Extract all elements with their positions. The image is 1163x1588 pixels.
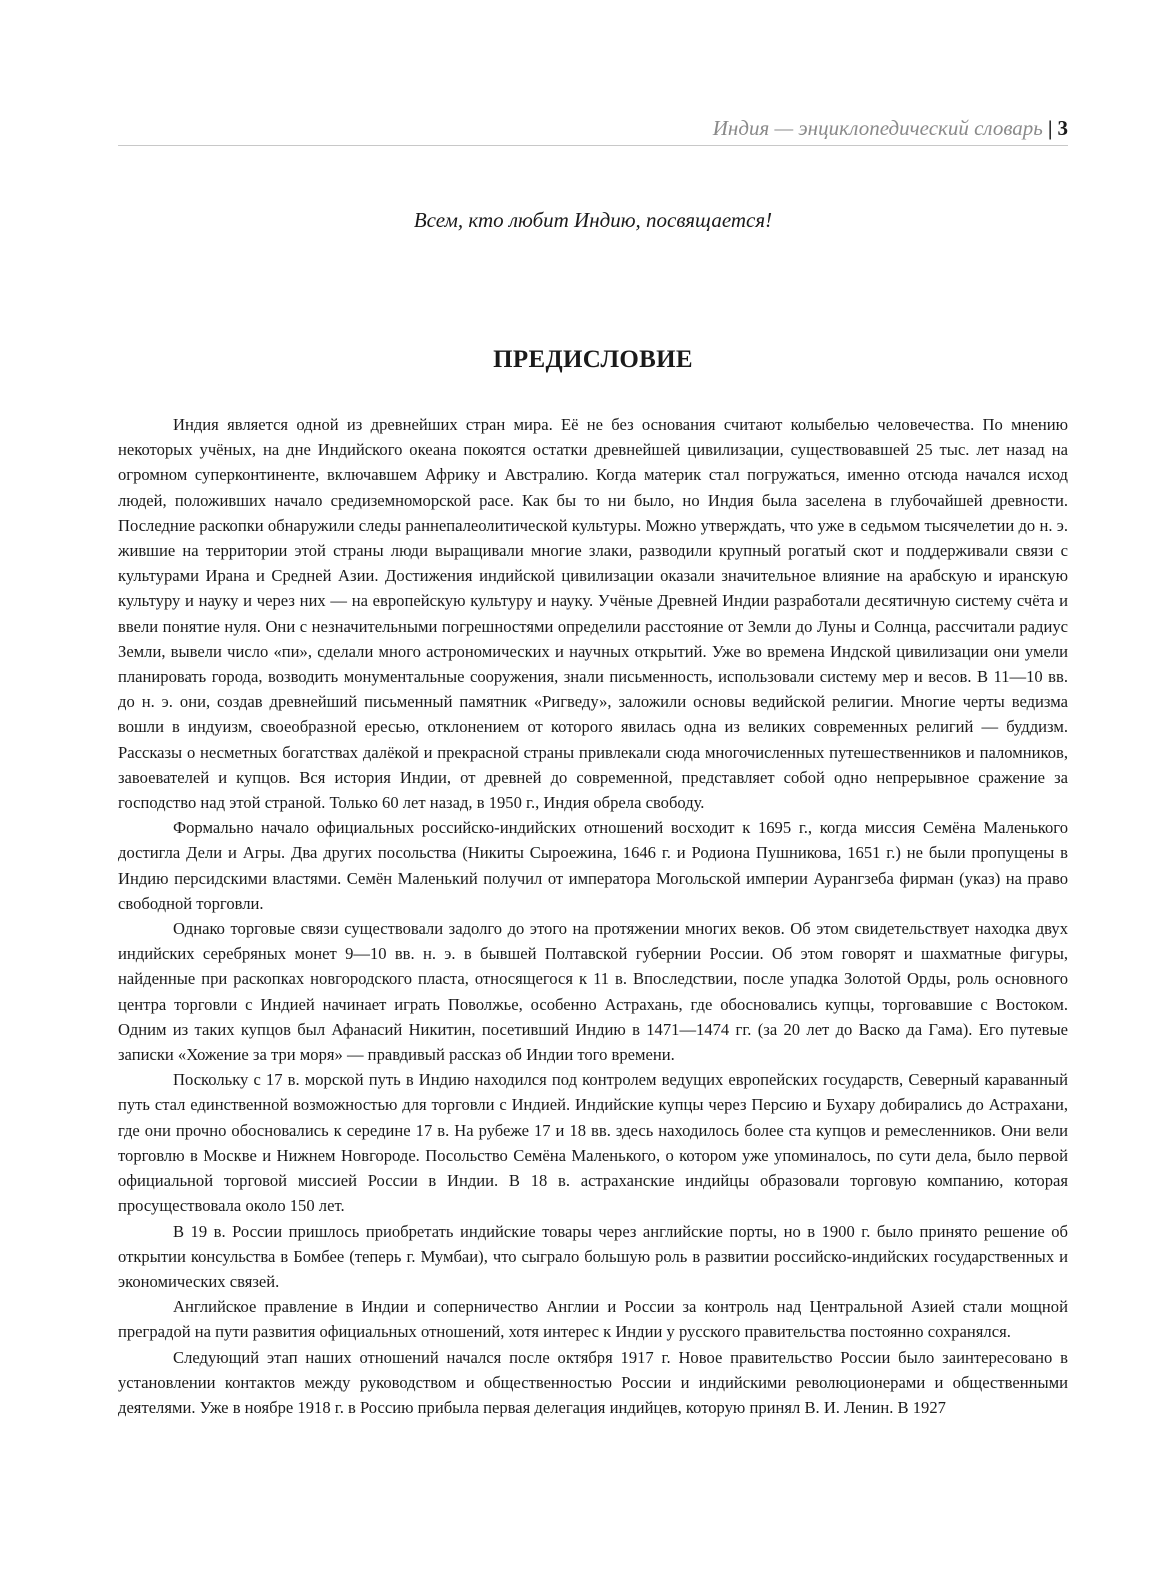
running-header <box>118 115 1068 146</box>
dedication: Всем, кто любит Индию, посвящается! <box>413 208 773 232</box>
paragraph: Следующий этап наших отношений начался после октября 1917 г. Новое правительство России было заинтересовано в установлении контактов между руководством и общественностью России и индийскими революционерами и общественными деятелями. Уже в ноябре 1918 г. в Россию прибыла первая делегация индийцев, которую принял В. И. Ленин. В 1927 <box>118 1347 1068 1417</box>
page-number: 3 <box>1057 116 1068 140</box>
paragraph: Формально начало официальных российско-индийских отношений восходит к 1695 г., когда миссия Семёна Маленького достигла Дели и Агры. Два других посольства (Никиты Сыроежина, 1646 г. и Родиона Пушникова, 1651 г.) не были пропущены в Индию персидскими властями. Семён Маленький получил от императора Могольской империи Аурангзеба фирман (указ) на право свободной торговли. <box>118 818 1068 913</box>
preface-title: ПРЕДИСЛОВИЕ <box>493 346 693 373</box>
paragraph: Однако торговые связи существовали задолго до этого на протяжении многих веков. Об этом свидетельствует находка двух индийских серебряных монет 9—10 вв. н. э. в бывшей Полтавской губернии России. Об этом говорят и шахматные фигуры, найденные при раскопках новгородского пласта, относящегося к 11 в. Впоследствии, после упадка Золотой Орды, роль основного центра торговли с Индией начинает играть Поволжье, особенно Астрахань, где обосновались купцы, торговавшие с Востоком. Одним из таких купцов был Афанасий Никитин, посетивший Индию в 1471—1474 гг. (за 20 лет до Васко да Гама). Его путевые записки «Хожение за три моря» — правдивый рассказ об Индии того времени. <box>118 919 1068 1065</box>
paragraph: Английское правление в Индии и соперничество Англии и России за контроль над Центральной Азией стали мощной преградой на пути развития официальных отношений, хотя интерес к Индии у русского правительства постоянно сохранялся. <box>118 1297 1068 1342</box>
running-header-title: Индия — энциклопедический словарь <box>712 116 1043 140</box>
running-header-separator: | <box>1047 116 1053 140</box>
paragraph: Индия является одной из древнейших стран мира. Её не без основания считают колыбелью человечества. По мнению некоторых учёных, на дне Индийского океана покоятся остатки древнейшей цивилизации, существовавшей 25 тыс. лет назад на огромном суперконтиненте, включавшем Африку и Австралию. Когда материк стал погружаться, именно отсюда начался исход людей, положивших начало средиземноморской расе. Как бы то ни было, но Индия была заселена в глубочайшей древности. Последние раскопки обнаружили следы раннепалеолитической культуры. Можно утверждать, что уже в седьмом тысячелетии до н. э. жившие на территории этой страны люди выращивали многие злаки, разводили крупный рогатый скот и поддерживали связи с культурами Ирана и Средней Азии. Достижения индийской цивилизации оказали значительное влияние на арабскую и иранскую культуру и науку и через них — на европейскую культуру и науку. Учёные Древней Индии разработали десятичную систему счёта и ввели понятие нуля. Они с незначительными погрешностями определили расстояние от Земли до Луны и Солнца, рассчитали радиус Земли, вывели число «пи», сделали много астрономических и научных открытий. Уже во времена Индской цивилизации они умели планировать города, возводить монументальные сооружения, знали письменность, использовали систему мер и весов. В 11—10 вв. до н. э. они, создав древнейший письменный памятник «Ригведу», заложили основы ведийской религии. Многие черты ведизма вошли в индуизм, своеобразной ересью, отклонением от которого явилась одна из великих современных религий — буддизм. Рассказы о несметных богатствах далёкой и прекрасной страны привлекали сюда многочисленных путешественников и паломников, завоевателей и купцов. Вся история Индии, от древней до современной, представляет собой одно непрерывное сражение за господство над этой страной. Только 60 лет назад, в 1950 г., Индия обрела свободу. <box>118 415 1068 813</box>
paragraph: В 19 в. России пришлось приобретать индийские товары через английские порты, но в 1900 г. было принято решение об открытии консульства в Бомбее (теперь г. Мумбаи), что сыграло большую роль в развитии российско-индийских государственных и экономических связей. <box>118 1221 1068 1291</box>
preface-body <box>118 412 1068 1420</box>
paragraph: Поскольку с 17 в. морской путь в Индию находился под контролем ведущих европейских государств, Северный караванный путь стал единственной возможностью для торговли с Индией. Индийские купцы через Персию и Бухару добирались до Астрахани, где они прочно обосновались к середине 17 в. На рубеже 17 и 18 вв. здесь находилось более ста купцов и ремесленников. Они вели торговлю в Москве и Нижнем Новгороде. Посольство Семёна Маленького, о котором уже упоминалось, по сути дела, было первой официальной торговой миссией России в Индии. В 18 в. астраханские индийцы образовали торговую компанию, которая просуществовала около 150 лет. <box>118 1070 1068 1216</box>
